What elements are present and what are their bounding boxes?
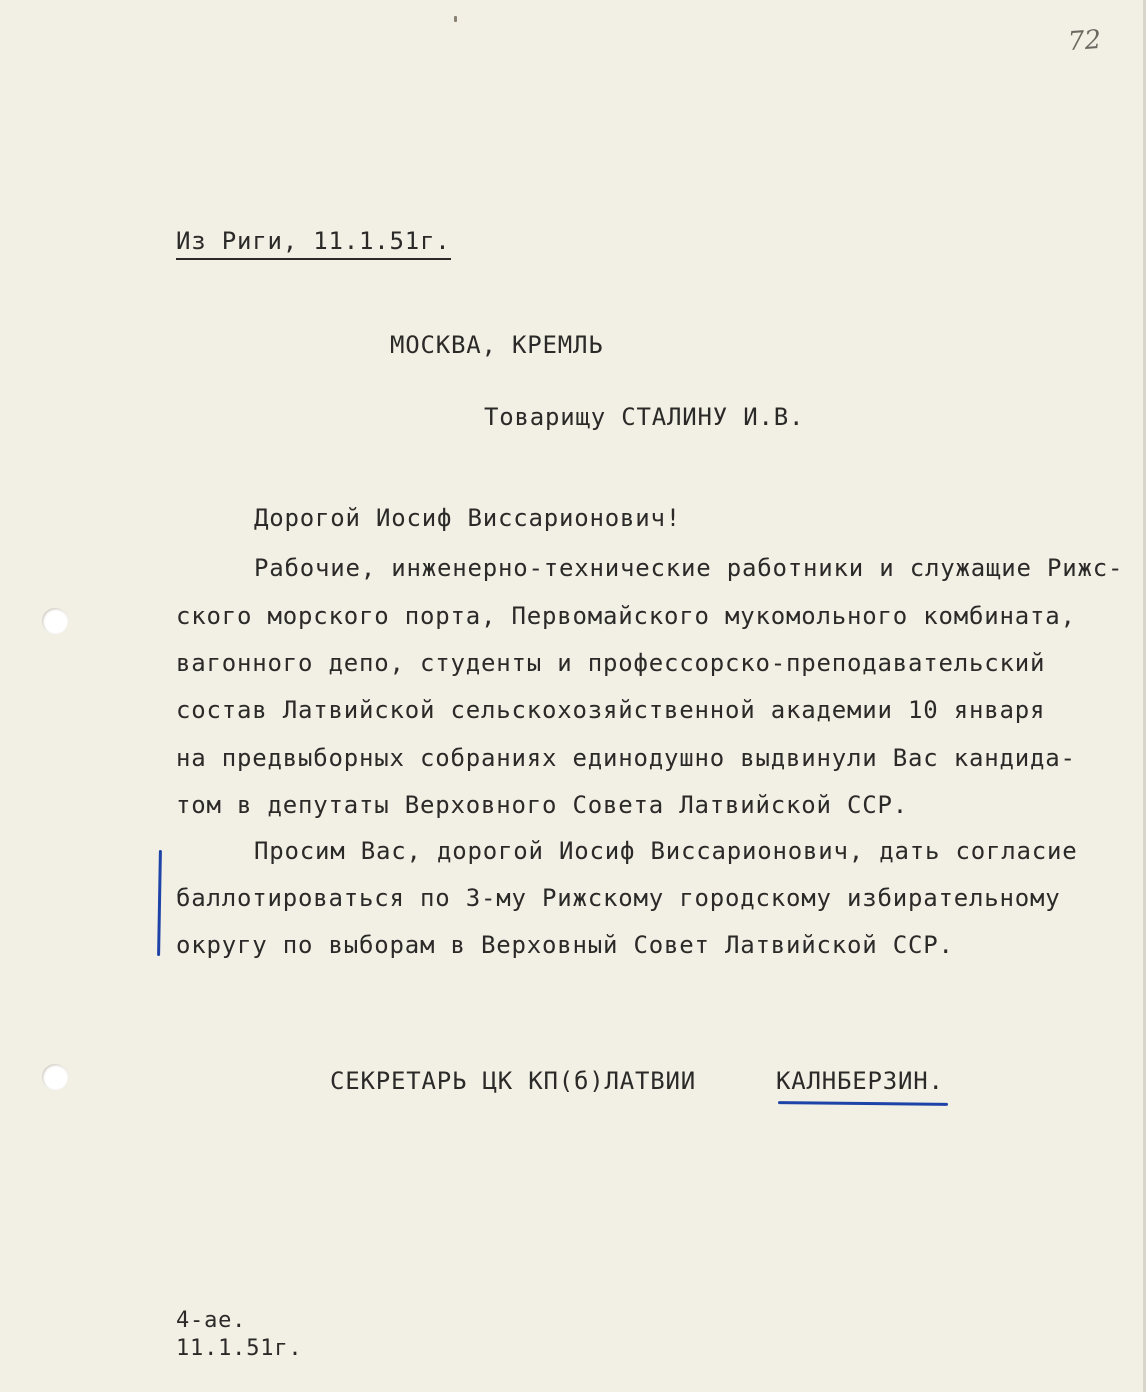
salutation: Дорогой Иосиф Виссарионович! bbox=[254, 504, 681, 532]
pencil-mark bbox=[454, 16, 457, 22]
page-number: 72 bbox=[1066, 24, 1103, 58]
footer-reference: 4-ае. bbox=[176, 1308, 247, 1333]
body-line: Просим Вас, дорогой Иосиф Виссарионович, дать согласие bbox=[254, 837, 1078, 865]
body-line: состав Латвийской сельскохозяйственной академии 10 января bbox=[176, 696, 1046, 724]
address-line-2: Товарищу СТАЛИНУ И.В. bbox=[484, 403, 805, 431]
body-line: ского морского порта, Первомайского мукомольного комбината, bbox=[176, 602, 1076, 630]
blue-pencil-underline bbox=[778, 1101, 948, 1106]
punch-hole-bottom bbox=[42, 1064, 68, 1090]
body-line: баллотироваться по 3-му Рижскому городскому избирательному bbox=[176, 884, 1061, 912]
place-date: Из Риги, 11.1.51г. bbox=[176, 226, 451, 260]
body-line: Рабочие, инженерно-технические работники и служащие Рижс- bbox=[254, 554, 1124, 582]
body-line: округу по выборам в Верховный Совет Латвийской ССР. bbox=[176, 931, 954, 959]
body-line: вагонного депо, студенты и профессорско-преподавательский bbox=[176, 649, 1046, 677]
address-line-1: МОСКВА, КРЕМЛЬ bbox=[390, 331, 604, 359]
body-line: на предвыборных собраниях единодушно выдвинули Вас кандида- bbox=[176, 744, 1076, 772]
signature-name: КАЛНБЕРЗИН. bbox=[776, 1067, 944, 1095]
blue-pencil-margin-mark bbox=[157, 850, 162, 956]
signature-title: СЕКРЕТАРЬ ЦК КП(б)ЛАТВИИ bbox=[330, 1067, 696, 1095]
punch-hole-top bbox=[42, 608, 68, 634]
footer-date: 11.1.51г. bbox=[176, 1336, 303, 1361]
body-line: том в депутаты Верховного Совета Латвийской ССР. bbox=[176, 791, 908, 819]
